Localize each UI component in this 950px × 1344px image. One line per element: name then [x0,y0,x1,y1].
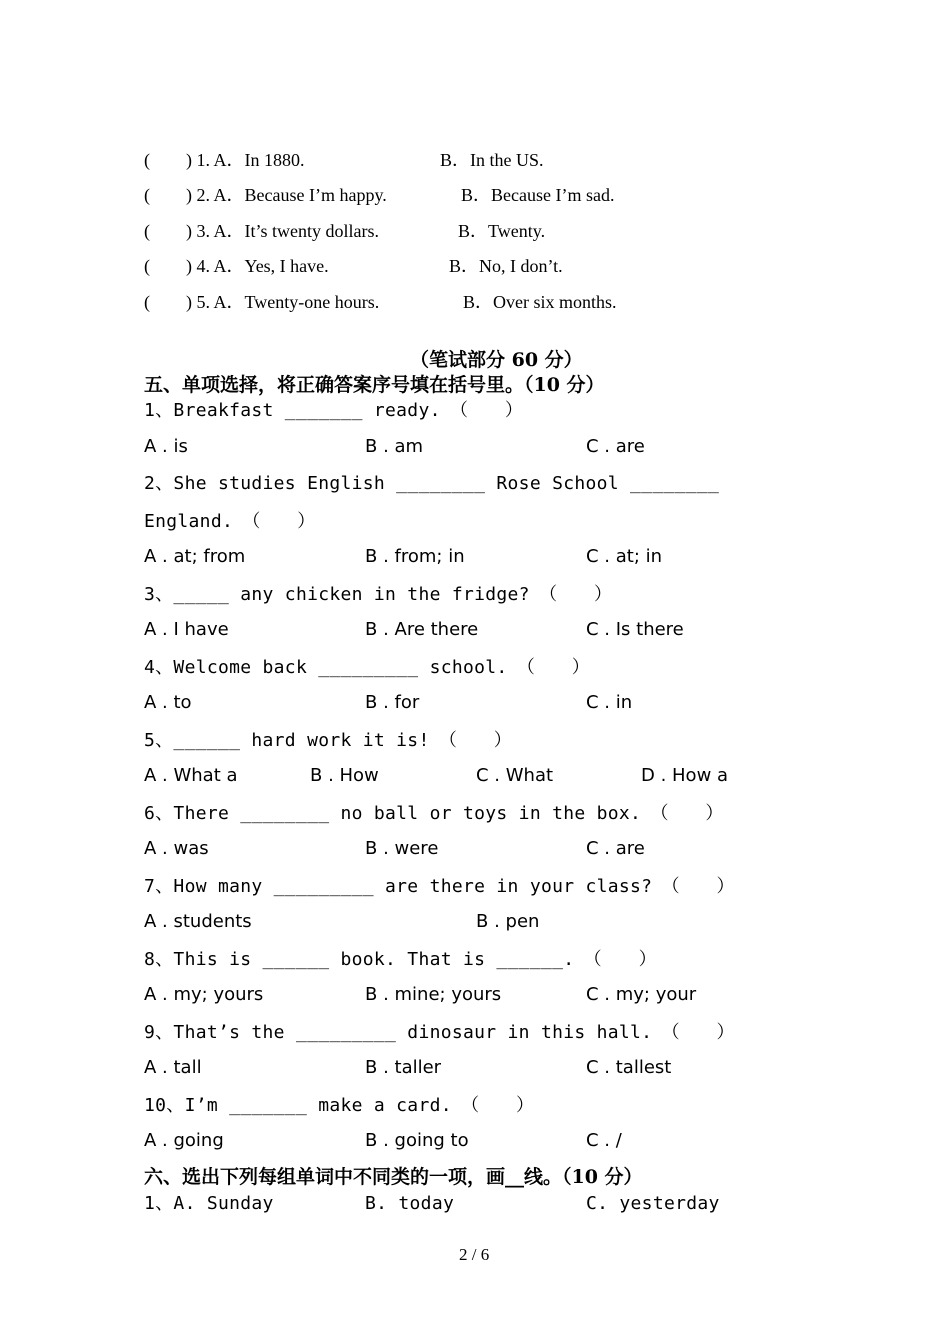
question-3: 3、_____ any chicken in the fridge? （ ） [144,584,613,605]
question-2-continued: England. （ ） [144,511,316,532]
section-6-item-1-b: B. today [365,1193,455,1214]
listening-item-5-a: ( ) 5. A．Twenty-one hours. [144,292,380,312]
question-9-option-b: B . taller [365,1057,442,1078]
question-9-option-a: A . tall [144,1057,202,1078]
question-8-option-b: B . mine; yours [365,984,502,1005]
question-2: 2、She studies English ________ Rose School ________ [144,473,720,494]
listening-item-5-b: B．Over six months. [463,292,617,312]
listening-item-2-b: B．Because I’m sad. [461,185,615,205]
listening-item-4-b: B．No, I don’t. [449,256,563,276]
section-6-item-1-a: 1、A. Sunday [144,1193,274,1214]
question-5: 5、______ hard work it is! （ ） [144,730,513,751]
section-6-item-1-c: C. yesterday [586,1193,720,1214]
question-3-option-c: C . Is there [586,619,684,640]
question-6-option-c: C . are [586,838,645,859]
question-5-option-b: B . How [310,765,379,786]
question-8-option-c: C . my; your [586,984,697,1005]
question-6-option-b: B . were [365,838,439,859]
question-5-option-d: D . How a [641,765,729,786]
listening-item-1-b: B．In the US. [440,150,544,170]
question-10-option-b: B . going to [365,1130,469,1151]
listening-item-4-a: ( ) 4. A．Yes, I have. [144,256,329,276]
listening-item-1-a: ( ) 1. A．In 1880. [144,150,305,170]
listening-item-3-b: B．Twenty. [458,221,546,241]
question-10-option-a: A . going [144,1130,224,1151]
question-4-option-b: B . for [365,692,420,713]
question-7-option-a: A . students [144,911,252,932]
question-1-option-b: B . am [365,436,424,457]
question-9: 9、That’s the _________ dinosaur in this hall. （ ） [144,1022,735,1043]
question-6: 6、There ________ no ball or toys in the box. （ ） [144,803,724,824]
listening-item-2-a: ( ) 2. A．Because I’m happy. [144,185,387,205]
question-2-option-a: A . at; from [144,546,246,567]
question-2-option-c: C . at; in [586,546,663,567]
section-6-title: 六、选出下列每组单词中不同类的一项，画__线。（10 分） [144,1166,643,1188]
question-6-option-a: A . was [144,838,209,859]
listening-item-3-a: ( ) 3. A．It’s twenty dollars. [144,221,379,241]
question-5-option-c: C . What [476,765,554,786]
question-4: 4、Welcome back _________ school. （ ） [144,657,591,678]
question-4-option-c: C . in [586,692,633,713]
page-number: 2 / 6 [459,1245,490,1264]
question-3-option-b: B . Are there [365,619,479,640]
section-5-title: 五、单项选择，将正确答案序号填在括号里。（10 分） [144,374,605,396]
question-2-option-b: B . from; in [365,546,465,567]
question-8-option-a: A . my; yours [144,984,264,1005]
question-1: 1、Breakfast _______ ready. （ ） [144,400,524,421]
question-3-option-a: A . I have [144,619,229,640]
question-5-option-a: A . What a [144,765,238,786]
question-7-option-b: B . pen [476,911,540,932]
question-7: 7、How many _________ are there in your class? （ ） [144,876,735,897]
written-part-header: （笔试部分 60 分） [410,349,583,371]
question-9-option-c: C . tallest [586,1057,672,1078]
question-8: 8、This is ______ book. That is ______. （ ） [144,949,657,970]
question-1-option-a: A . is [144,436,188,457]
question-1-option-c: C . are [586,436,645,457]
question-10-option-c: C . / [586,1130,622,1151]
question-10: 10、I’m _______ make a card. （ ） [144,1095,535,1116]
question-4-option-a: A . to [144,692,192,713]
